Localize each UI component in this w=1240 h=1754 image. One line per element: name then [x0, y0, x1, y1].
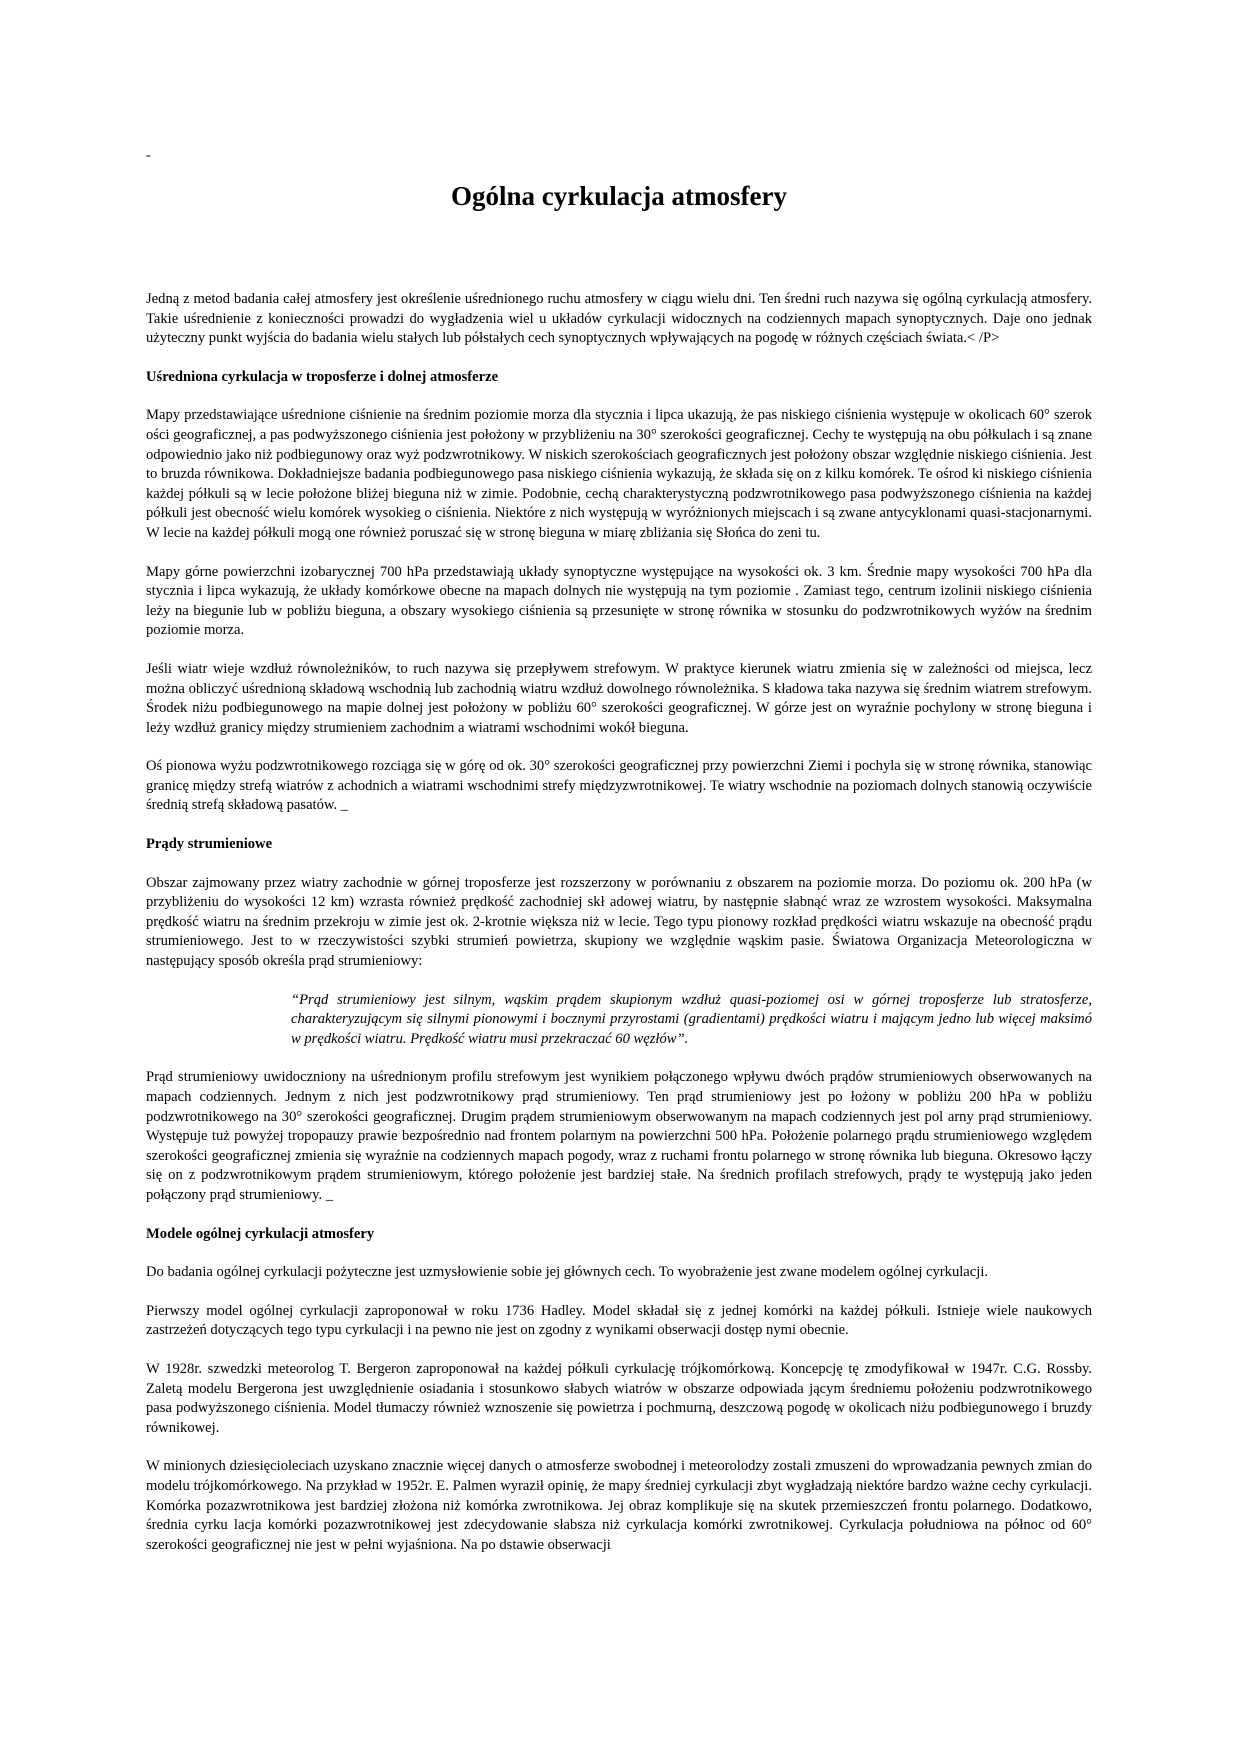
- paragraph: W minionych dziesięcioleciach uzyskano znacznie więcej danych o atmosferze swobodnej i meteorolodzy zostali zmuszeni do wprowadzania pewnych zmian do modelu trójkomórkowego. Na przykład w 1952r. E. Palmen wyraził opinię, że mapy średniej cyrkulacji zbyt wygładzają niektóre bardzo ważne cechy cyrkulacji. Komórka pozazwrotnikowa jest bardziej złożona niż komórka zwrotnikowa. Jej obraz komplikuje się na skutek przemieszczeń frontu polarnego. Dodatkowo, średnia cyrku lacja komórki pozazwrotnikowej jest zdecydowanie słabsza niż cyrkulacja komórki zwrotnikowej. Cyrkulacja południowa na północ od 60° szerokości geograficznej nie jest w pełni wyjaśniona. Na po dstawie obserwacji: [146, 1458, 1092, 1553]
- document-body: [146, 290, 1092, 1574]
- paragraph: Jeśli wiatr wieje wzdłuż równoleżników, to ruch nazywa się przepływem strefowym. W praktyce kierunek wiatru zmienia się w zależności od miejsca, lecz można obliczyć uśrednioną składową wschodnią lub zachodnią wiatru wzdłuż dowolnego równoleżnika. S kładowa taka nazywa się średnim wiatrem strefowym. Środek niżu podbiegunowego na mapie dolnej jest położony w pobliżu 60° szerokości geograficznej. W górze jest on wyraźnie pochylony w stronę bieguna i leży wzdłuż granicy między strumieniem zachodnim a wiatrami wschodnimi wokół bieguna.: [146, 660, 1092, 736]
- wmo-definition-quote: “Prąd strumieniowy jest silnym, wąskim prądem skupionym wzdłuż quasi-poziomej osi w górnej troposferze lub stratosferze, charakteryzującym się silnymi pionowymi i bocznymi przyrostami (gradientami) prędkości wiatru i mającym jedno lub więcej maksimó w prędkości wiatru. Prędkość wiatru musi przekraczać 60 węzłów”.: [291, 991, 1092, 1047]
- paragraph: Mapy przedstawiające uśrednione ciśnienie na średnim poziomie morza dla stycznia i lipca ukazują, że pas niskiego ciśnienia występuje w okolicach 60° szerok ości geograficznej, a pas podwyższonego ciśnienia jest położony w przybliżeniu na 30° szerokości geograficznej. Cechy te występują na obu półkulach i są znane odpowiednio jako niż podbiegunowy oraz wyż podzwrotnikowy. W niskich szerokościach geograficznych jest położony obszar względnie niskiego ciśnienia. Jest to bruzda równikowa. Dokładniejsze badania podbiegunowego pasa niskiego ciśnienia wykazują, że składa się on z kilku komórek. Te ośrod ki niskiego ciśnienia każdej półkuli są w lecie położone bliżej bieguna niż w zimie. Podobnie, cechą charakterystyczną podzwrotnikowego pasa podwyższonego ciśnienia na każdej półkuli jest obecność wielu komórek wysokieg o ciśnienia. Niektóre z nich występują w wyróżnionych miejscach i są zwane antycyklonami quasi-stacjonarnymi. W lecie na każdej półkuli mogą one również poruszać się w stronę bieguna w miarę zbliżania się Słońca do zeni tu.: [146, 407, 1092, 541]
- paragraph: Prąd strumieniowy uwidoczniony na uśrednionym profilu strefowym jest wynikiem połączonego wpływu dwóch prądów strumieniowych obserwowanych na mapach codziennych. Jednym z nich jest podzwrotnikowy prąd strumieniowy. Ten prąd strumieniowy jest po łożony w pobliżu 200 hPa w pobliżu podzwrotnikowego na 30° szerokości geograficznej. Drugim prądem strumieniowym obserwowanym na mapach codziennych jest pol arny prąd strumieniowy. Występuje tuż powyżej tropopauzy prawie bezpośrednio nad frontem polarnym na powierzchni 500 hPa. Położenie polarnego prądu strumieniowego względem szerokości geograficznej zmienia się wyraźnie na codziennych mapach pogody, wraz z ruchami frontu polarnego w stronę równika lub bieguna. Okresowo łączy się on z podzwrotnikowym prądem strumieniowym, którego położenie jest bardziej stałe. Na średnich profilach strefowych, prądy te występują jako jeden połączony prąd strumieniowy. _: [146, 1069, 1092, 1203]
- section-heading-averaged-circulation: Uśredniona cyrkulacja w troposferze i dolnej atmosferze: [146, 368, 499, 385]
- intro-paragraph: Jedną z metod badania całej atmosfery jest określenie uśrednionego ruchu atmosfery w ciągu wielu dni. Ten średni ruch nazywa się ogólną cyrkulacją atmosfery. Takie uśrednienie z konieczności prowadzi do wygładzenia wiel u układów cyrkulacji widocznych na codziennych mapach synoptycznych. Daje ono jednak użyteczny punkt wyjścia do badania wielu stałych lub półstałych cech synoptycznych wpływających na pogodę w różnych częściach świata.< /P>: [146, 291, 1092, 347]
- paragraph: Oś pionowa wyżu podzwrotnikowego rozciąga się w górę od ok. 30° szerokości geograficznej przy powierzchni Ziemi i pochyla się w stronę równika, stanowiąc granicę między strefą wiatrów z achodnich a wiatrami wschodnimi strefy międzyzwrotnikowej. Te wiatry wschodnie na poziomach dolnych stanowią oczywiście średnią strefą składową pasatów. _: [146, 758, 1092, 814]
- paragraph: Do badania ogólnej cyrkulacji pożyteczne jest uzmysłowienie sobie jej głównych cech. To wyobrażenie jest zwane modelem ogólnej cyrkulacji.: [146, 1264, 989, 1281]
- section-heading-circulation-models: Modele ogólnej cyrkulacji atmosfery: [146, 1225, 375, 1242]
- section-heading-jet-streams: Prądy strumieniowe: [146, 836, 273, 853]
- top-mark: -: [146, 148, 151, 163]
- document-title: Ogólna cyrkulacja atmosfery: [451, 181, 787, 211]
- paragraph: Obszar zajmowany przez wiatry zachodnie w górnej troposferze jest rozszerzony w porównaniu z obszarem na poziomie morza. Do poziomu ok. 200 hPa (w przybliżeniu do wysokości 12 km) wzrasta również prędkość zachodniej skł adowej wiatru, by następnie słabnąć wraz ze wzrostem wysokości. Maksymalna prędkość wiatru na średnim przekroju w zimie jest ok. 2-krotnie większa niż w lecie. Tego typu pionowy rozkład prędkości wiatru wskazuje na obecność prądu strumieniowego. Jest to w rzeczywistości szybki strumień powietrza, skupiony we względnie wąskim pasie. Światowa Organizacja Meteorologiczna w następujący sposób określa prąd strumieniowy:: [146, 874, 1092, 970]
- paragraph: W 1928r. szwedzki meteorolog T. Bergeron zaproponował na każdej półkuli cyrkulację trójkomórkową. Koncepcję tę zmodyfikował w 1947r. C.G. Rossby. Zaletą modelu Bergerona jest uwzględnienie osiadania i stosunkowo słabych wiatrów w obszarze odpowiada jącym średniemu położeniu podzwrotnikowego pasa podwyższonego ciśnienia. Model tłumaczy również wznoszenie się powietrza i pochmurną, deszczową pogodę w okolicach niżu podbiegunowego i bruzdy równikowej.: [146, 1360, 1092, 1436]
- paragraph: Pierwszy model ogólnej cyrkulacji zaproponował w roku 1736 Hadley. Model składał się z jednej komórki na każdej półkuli. Istnieje wiele naukowych zastrzeżeń dotyczących tego typu cyrkulacji i na pewno nie jest on zgodny z wynikami obserwacji dostęp nymi obecnie.: [146, 1302, 1092, 1339]
- paragraph: Mapy górne powierzchni izobarycznej 700 hPa przedstawiają układy synoptyczne występujące na wysokości ok. 3 km. Średnie mapy wysokości 700 hPa dla stycznia i lipca wykazują, że układy komórkowe obecne na mapach dolnych nie występują na tym poziomie . Zamiast tego, centrum izolinii niskiego ciśnienia leży na biegunie lub w pobliżu bieguna, a obszary wysokiego ciśnienia są przesunięte w stronę równika w stosunku do podzwrotnikowych wyżów na średnim poziomie morza.: [146, 563, 1092, 639]
